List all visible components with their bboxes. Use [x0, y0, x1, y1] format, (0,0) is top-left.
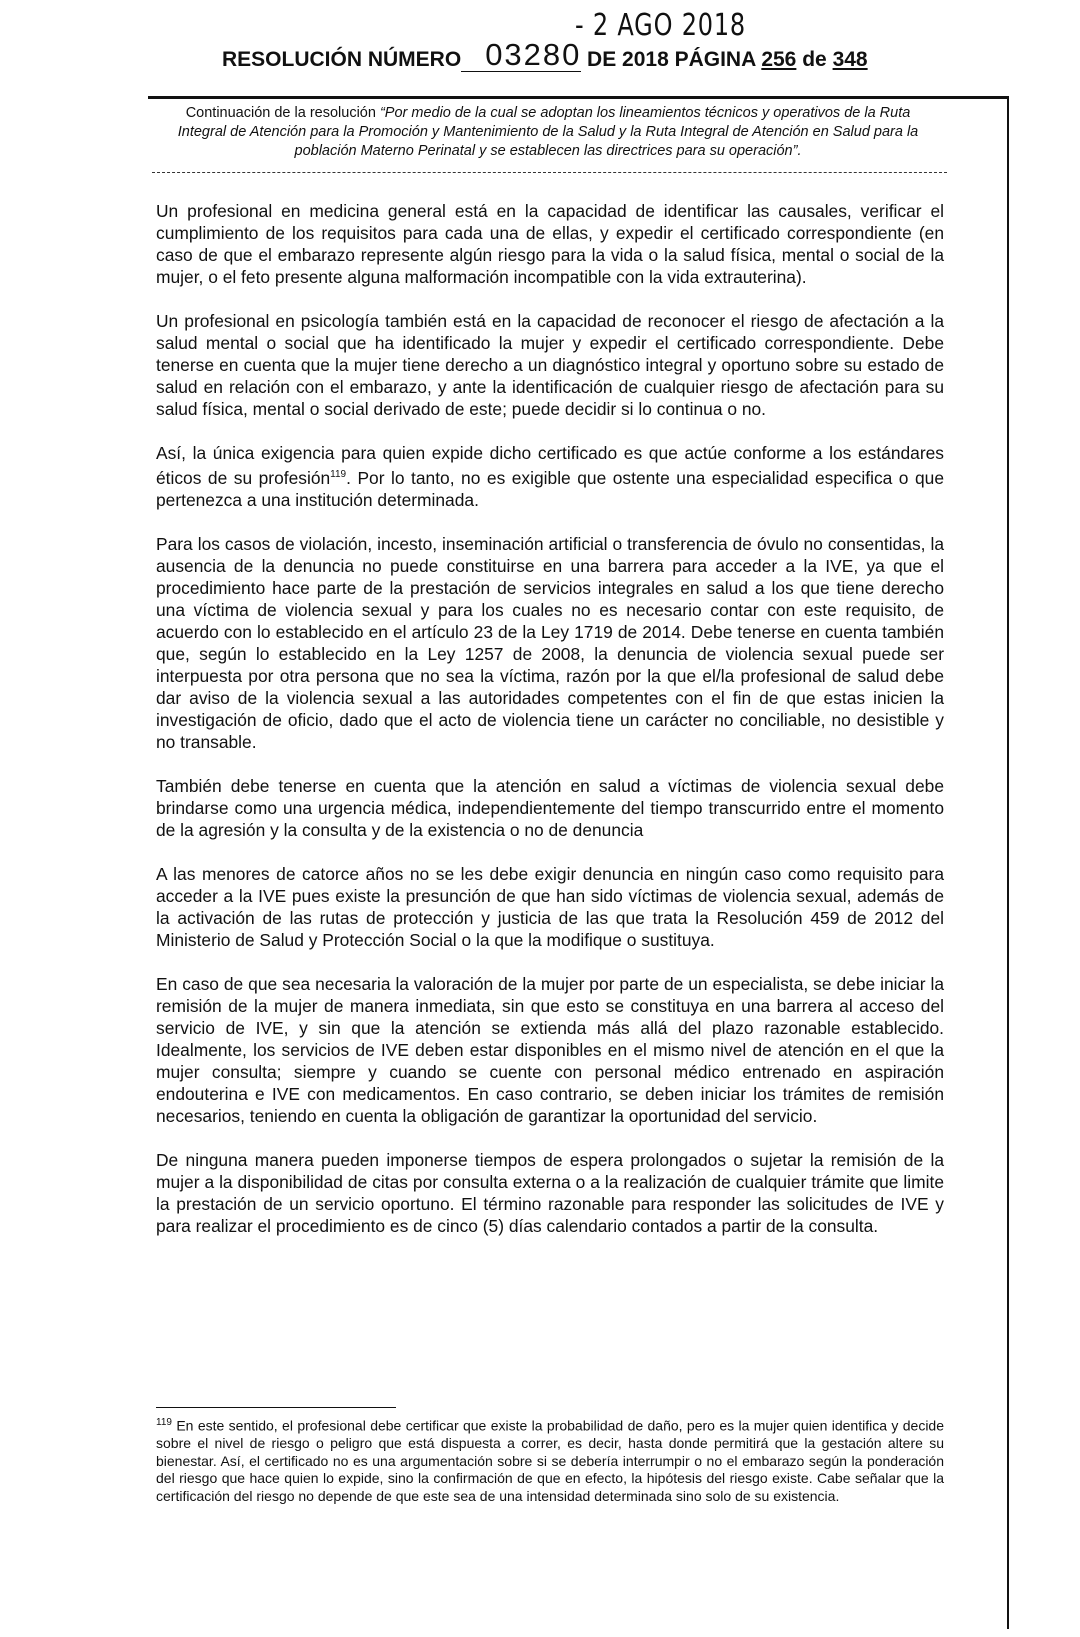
dashed-divider	[152, 172, 947, 173]
paragraph: En caso de que sea necesaria la valoración de la mujer por parte de un especialista, se debe iniciar la remisión de la mujer de manera inmediata, sin que esto se constituya en una barrera al acceso del servicio de IVE, y sin que la atención se extienda más allá del plazo razonable establecido. Idealmente, los servicios de IVE deben estar disponibles en el mismo nivel de atención en el que la mujer consulta; siempre y cuando se cuente con personal médico entrenado en aspiración endouterina e IVE con medicamentos. En caso contrario, se deben iniciar los trámites de remisión necesarios, teniendo en cuenta la obligación de garantizar la oportunidad del servicio.	[156, 973, 944, 1126]
header-of: de	[802, 48, 827, 71]
header-mid: DE 2018 PÁGINA	[587, 48, 756, 71]
continuation-note	[160, 104, 936, 161]
paragraph: A las menores de catorce años no se les debe exigir denuncia en ningún caso como requisito para acceder a la IVE pues existe la presunción de que han sido víctimas de violencia sexual, además de la activación de las rutas de protección y justicia de las que trata la Resolución 459 de 2012 del Ministerio de Salud y Protección Social o la que la modifique o sustituya.	[156, 863, 944, 950]
paragraph: También debe tenerse en cuenta que la atención en salud a víctimas de violencia sexual debe brindarse como una urgencia médica, independientemente del tiempo transcurrido entre el momento de la agresión y la consulta y de la existencia o no de denuncia	[156, 775, 944, 840]
paragraph: Para los casos de violación, incesto, inseminación artificial o transferencia de óvulo no consentidas, la ausencia de la denuncia no puede constituirse en una barrera para acceder a la IVE, ya que el procedimiento hace parte de la prestación de servicios integrales en salud a los que tiene derecho una víctima de violencia sexual y para los cuales no es necesario contar con este requisito, de acuerdo con lo establecido en el artículo 23 de la Ley 1719 de 2014. Debe tenerse en cuenta también que, según lo establecido en la Ley 1257 de 2008, la denuncia de violencia sexual puede ser interpuesta por otra persona que no sea la víctima, razón por la que el/la profesional de salud debe dar aviso de la violencia sexual a las autoridades competentes con el fin de que estas inicien la investigación de oficio, dado que el acto de violencia tiene un carácter no conciliable, no desistible y no transable.	[156, 533, 944, 752]
footnote-rule	[156, 1407, 396, 1408]
paragraph	[156, 442, 944, 511]
footnote-ref[interactable]: 119	[330, 469, 347, 480]
footnote-number: 119	[156, 1417, 172, 1428]
header-prefix: RESOLUCIÓN NÚMERO	[222, 48, 462, 71]
page-total: 348	[832, 48, 868, 71]
paragraph-text: Así, la única exigencia para quien expide dicho certificado es que actúe conforme a los estándares éticos de su profesión	[156, 443, 944, 488]
date-stamp: - 2 AGO 2018	[575, 8, 746, 43]
continuation-title: “Por medio de la cual se adoptan los lineamientos técnicos y operativos de la Ruta Integral de Atención para la Promoción y Mantenimiento de la Salud y la Ruta Integral de Atención en Salud para la población Materno Perinatal y se establecen las directrices para su operación”.	[177, 105, 919, 159]
resolution-number: 03280	[485, 37, 582, 72]
page-header	[222, 37, 868, 72]
paragraph: Un profesional en psicología también está en la capacidad de reconocer el riesgo de afectación a la salud mental o social que ha identificado la mujer y expedir el certificado correspondiente. Debe tenerse en cuenta que la mujer tiene derecho a un diagnóstico integral y oportuno sobre su estado de salud en relación con el embarazo, y ante la identificación de cualquier riesgo de afectación para su salud física, mental o social derivado de este; puede decidir si lo continua o no.	[156, 311, 944, 419]
footnote	[156, 1414, 944, 1505]
continuation-lead: Continuación de la resolución	[185, 105, 380, 121]
page-number: 256	[761, 48, 797, 71]
paragraph-text: . Por lo tanto, no es exigible que ostente una especialidad especifica o que pertenezca a una institución determinada.	[156, 467, 944, 510]
resolution-number-field	[461, 37, 582, 72]
document-body	[156, 200, 944, 1259]
paragraph: De ninguna manera pueden imponerse tiempos de espera prolongados o sujetar la remisión de la mujer a la disponibilidad de citas por consulta externa o a la realización de cualquier trámite que limite la prestación de un servicio oportuno. El término razonable para responder las solicitudes de IVE y para realizar el procedimiento es de cinco (5) días calendario contados a partir de la consulta.	[156, 1149, 944, 1236]
paragraph: Un profesional en medicina general está en la capacidad de identificar las causales, verificar el cumplimiento de los requisitos para cada una de ellas, y expedir el certificado correspondiente (en caso de que el embarazo represente algún riesgo para la vida o la salud física, mental o social de la mujer, o el feto presente alguna malformación incompatible con la vida extrauterina).	[156, 201, 944, 287]
footnote-text: En este sentido, el profesional debe certificar que existe la probabilidad de daño, pero es la mujer quien identifica y decide sobre el nivel de riesgo o peligro que está dispuesta a correr, es decir, hasta donde permitirá que la gestación altere su bienestar. Así, el certificado no es una argumentación sobre si se debería interrumpir o no el embarazo según la ponderación del riesgo que hace quien lo expide, sino la confirmación de que en efecto, la hipótesis del riesgo existe. Cabe señalar que la certificación del riesgo no depende de que este sea de una intensidad determinada sino solo de su existencia.	[156, 1417, 944, 1504]
